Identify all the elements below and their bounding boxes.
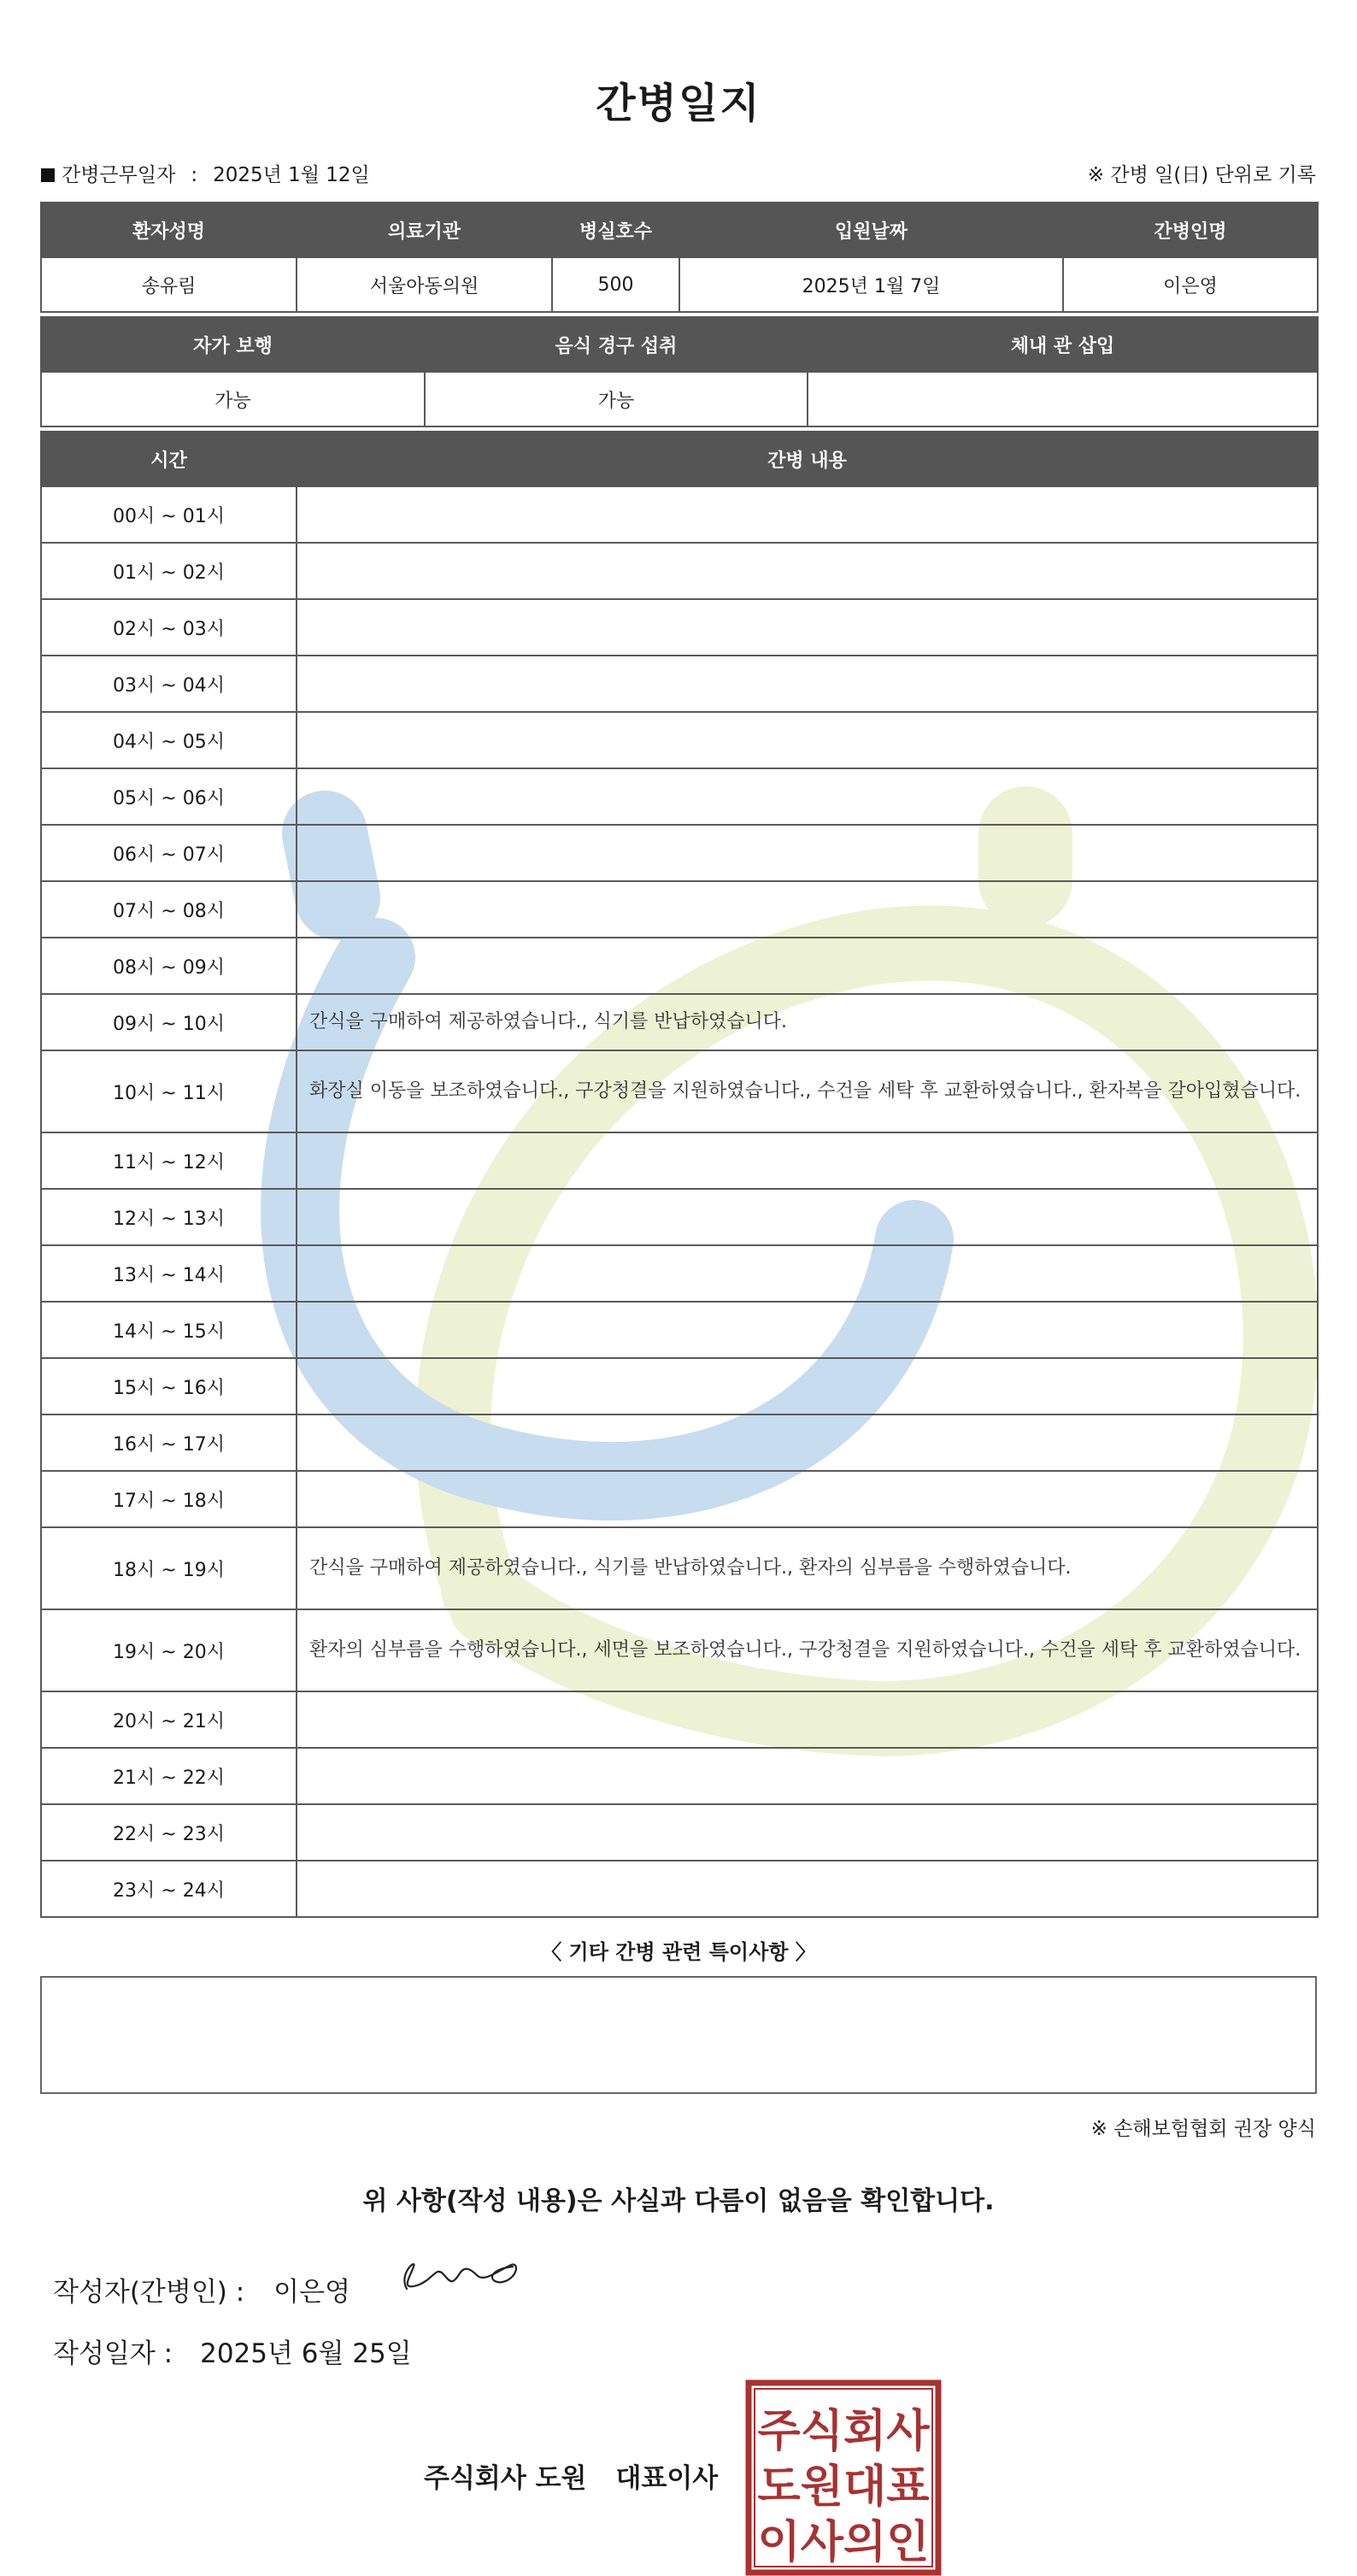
log-row (41, 1527, 1318, 1609)
log-content-cell (297, 881, 1318, 938)
log-content-cell (297, 768, 1318, 825)
log-time-cell: 21시 ~ 22시 (41, 1748, 297, 1804)
log-row (41, 1414, 1318, 1471)
log-content-cell (297, 938, 1318, 994)
log-time-cell: 00시 ~ 01시 (41, 486, 297, 543)
log-content-cell: 간식을 구매하여 제공하였습니다., 식기를 반납하였습니다. (297, 994, 1318, 1050)
work-date-value: 2025년 1월 12일 (213, 164, 370, 186)
write-date-line (53, 2332, 412, 2370)
header-oral-intake: 음식 경구 섭취 (425, 317, 808, 372)
log-content-cell (297, 1471, 1318, 1527)
log-row (41, 1804, 1318, 1861)
log-time-cell: 11시 ~ 12시 (41, 1132, 297, 1189)
write-date-label: 작성일자 : (53, 2338, 173, 2369)
log-time-cell: 06시 ~ 07시 (41, 825, 297, 881)
log-content-cell (297, 712, 1318, 768)
confirmation-statement: 위 사항(작성 내용)은 사실과 다름이 없음을 확인합니다. (362, 2186, 995, 2216)
header-tube-insertion: 체내 관 삽입 (808, 317, 1318, 372)
writer-name: 이은영 (273, 2277, 351, 2308)
log-content-cell (297, 1132, 1318, 1189)
header-admission-date: 입원날짜 (679, 203, 1063, 257)
caregiver-name: 이은영 (1063, 257, 1318, 312)
log-time-cell: 08시 ~ 09시 (41, 938, 297, 994)
work-date-colon: : (191, 164, 198, 186)
log-time-cell: 16시 ~ 17시 (41, 1414, 297, 1471)
log-time-cell: 20시 ~ 21시 (41, 1691, 297, 1748)
writer-line (53, 2270, 350, 2308)
care-log-body (41, 486, 1318, 1917)
work-date-line (41, 159, 370, 187)
header-walking: 자가 보행 (41, 317, 425, 372)
log-content-cell (297, 599, 1318, 656)
patient-name: 송유림 (41, 257, 297, 312)
log-time-cell: 15시 ~ 16시 (41, 1358, 297, 1414)
log-content-cell (297, 656, 1318, 712)
log-time-cell: 17시 ~ 18시 (41, 1471, 297, 1527)
log-time-cell: 07시 ~ 08시 (41, 881, 297, 938)
log-time-cell: 05시 ~ 06시 (41, 768, 297, 825)
log-time-cell: 10시 ~ 11시 (41, 1050, 297, 1132)
log-content-cell (297, 1748, 1318, 1804)
log-row (41, 599, 1318, 656)
log-row (41, 1471, 1318, 1527)
seal-line-2: 도원대표 (757, 2462, 930, 2512)
log-content-cell (297, 1691, 1318, 1748)
log-content-cell: 환자의 심부름을 수행하였습니다., 세면을 보조하였습니다., 구강청결을 지원하였습니다., 수건을 세탁 후 교환하였습니다. (297, 1609, 1318, 1691)
hospital-name: 서울아동의원 (297, 257, 552, 312)
log-row (41, 1050, 1318, 1132)
log-row (41, 656, 1318, 712)
seal-line-1: 주식회사 (757, 2407, 930, 2456)
log-content-cell (297, 1358, 1318, 1414)
log-row (41, 1245, 1318, 1302)
log-time-cell: 13시 ~ 14시 (41, 1245, 297, 1302)
log-time-cell: 02시 ~ 03시 (41, 599, 297, 656)
special-notes-title: 〈 기타 간병 관련 특이사항 〉 (541, 1940, 816, 1964)
company-representative: 대표이사 (615, 2463, 719, 2494)
log-row (41, 881, 1318, 938)
log-content-cell (297, 1861, 1318, 1917)
log-content-cell (297, 825, 1318, 881)
write-date-value: 2025년 6월 25일 (200, 2338, 412, 2369)
header-patient-name: 환자성명 (41, 203, 297, 257)
log-content-cell: 화장실 이동을 보조하였습니다., 구강청결을 지원하였습니다., 수건을 세탁 후 교환하였습니다., 환자복을 갈아입혔습니다. (297, 1050, 1318, 1132)
log-time-cell: 01시 ~ 02시 (41, 543, 297, 599)
log-row (41, 825, 1318, 881)
writer-label: 작성자(간병인) : (53, 2277, 245, 2308)
recommend-note: ※ 손해보험협회 권장 양식 (1090, 2118, 1316, 2140)
log-row (41, 1861, 1318, 1917)
log-content-cell (297, 543, 1318, 599)
log-header-row (41, 432, 1318, 486)
log-row (41, 486, 1318, 543)
header-time: 시간 (41, 432, 297, 486)
header-care-content: 간병 내용 (297, 432, 1318, 486)
log-time-cell: 12시 ~ 13시 (41, 1189, 297, 1245)
log-time-cell: 14시 ~ 15시 (41, 1302, 297, 1358)
log-row (41, 938, 1318, 994)
log-time-cell: 22시 ~ 23시 (41, 1804, 297, 1861)
log-time-cell: 09시 ~ 10시 (41, 994, 297, 1050)
log-content-cell (297, 1804, 1318, 1861)
log-row (41, 1358, 1318, 1414)
handwritten-signature (383, 2248, 528, 2299)
seal-line-3: 이사의인 (757, 2518, 930, 2567)
page-title: 간병일지 (596, 79, 761, 127)
log-row (41, 1748, 1318, 1804)
log-row (41, 1189, 1318, 1245)
ability-value-row (41, 372, 1318, 426)
log-content-cell (297, 1414, 1318, 1471)
log-row (41, 768, 1318, 825)
header-hospital: 의료기관 (297, 203, 552, 257)
log-row (41, 994, 1318, 1050)
log-time-cell: 04시 ~ 05시 (41, 712, 297, 768)
log-content-cell (297, 1189, 1318, 1245)
log-row (41, 712, 1318, 768)
header-caregiver: 간병인명 (1063, 203, 1318, 257)
log-row (41, 1302, 1318, 1358)
log-time-cell: 19시 ~ 20시 (41, 1609, 297, 1691)
log-row (41, 1132, 1318, 1189)
log-content-cell: 간식을 구매하여 제공하였습니다., 식기를 반납하였습니다., 환자의 심부름을 수행하였습니다. (297, 1527, 1318, 1609)
square-bullet-icon (41, 168, 55, 182)
header-room: 병실호수 (552, 203, 679, 257)
oral-intake-value: 가능 (425, 372, 808, 426)
unit-note: ※ 간병 일(日) 단위로 기록 (1087, 164, 1316, 186)
log-row (41, 1609, 1318, 1691)
log-content-cell (297, 1245, 1318, 1302)
company-line (424, 2456, 718, 2495)
care-log-table (40, 431, 1319, 1918)
log-content-cell (297, 1302, 1318, 1358)
patient-value-row (41, 257, 1318, 312)
log-row (41, 543, 1318, 599)
log-content-cell (297, 486, 1318, 543)
walking-value: 가능 (41, 372, 425, 426)
patient-header-row (41, 203, 1318, 257)
company-name: 주식회사 도원 (424, 2463, 587, 2494)
ability-header-row (41, 317, 1318, 372)
log-time-cell: 18시 ~ 19시 (41, 1527, 297, 1609)
log-time-cell: 03시 ~ 04시 (41, 656, 297, 712)
log-time-cell: 23시 ~ 24시 (41, 1861, 297, 1917)
tube-insertion-value (808, 372, 1318, 426)
admission-date: 2025년 1월 7일 (679, 257, 1063, 312)
work-date-label: 간병근무일자 (62, 164, 176, 186)
patient-info-table (40, 202, 1319, 313)
company-seal-stamp (745, 2379, 942, 2576)
room-number: 500 (552, 257, 679, 312)
log-row (41, 1691, 1318, 1748)
special-notes-box (40, 1976, 1317, 2094)
ability-table (40, 316, 1319, 427)
